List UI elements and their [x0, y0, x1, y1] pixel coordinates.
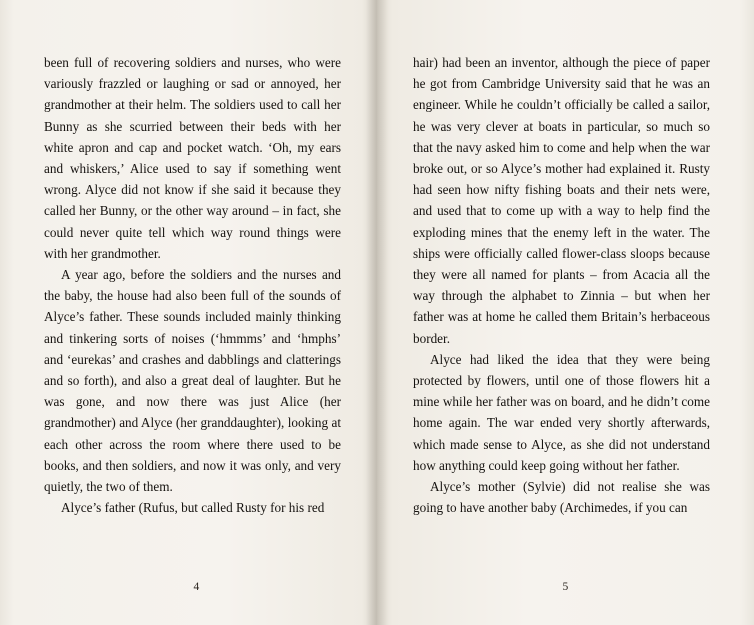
paragraph: Alyce’s father (Rufus, but called Rusty for his red	[61, 500, 325, 516]
paragraph: been full of recovering soldiers and nurses, who were variously frazzled or laughing or sad or annoyed, her grandmother at their helm. The soldiers used to call her Bunny as she scurried between their beds with her white apron and cap and pocket watch. ‘Oh, my ears and whiskers,’ Alice used to say if something went wrong. Alyce did not know if she said it because they called her Bunny, or the other way around – in fact, she could never quite tell which way round things were with her grandmother.	[44, 55, 341, 261]
paragraph: hair) had been an inventor, although the piece of paper he got from Cambridge University said that he was an engineer. While he couldn’t officially be called a sailor, he was very clever at boats in particular, so much so that the navy asked him to come and help when the war broke out, or so Alyce’s mother had explained it. Rusty had seen how nifty fishing boats and their nets were, and used that to come up with a way to help find the exploding mines that the enemy left in the water. The ships were officially called flower-class sloops because they were all named for plants – from Acacia all the way through the alphabet to Zinnia – but when her father was at home he called them Britain’s herbaceous border.	[413, 55, 710, 346]
paragraph: A year ago, before the soldiers and the nurses and the baby, the house had also been full of the sounds of Alyce’s father. These sounds included mainly thinking and tinkering sorts of noises (‘hmmms’ and ‘hmphs’ and ‘eurekas’ and crashes and dabblings and clatterings and so forth), and also a great deal of laughter. But he was gone, and now there was just Alice (her grandmother) and Alyce (her granddaughter), looking at each other across the room where there used to be books, and then soldiers, and now it was only, and very quietly, the two of them.	[44, 267, 341, 495]
page-number-left: 4	[193, 581, 200, 593]
right-page-body	[413, 52, 710, 518]
right-page	[377, 0, 754, 625]
left-page-body	[44, 52, 341, 518]
page-number-right: 5	[562, 581, 569, 593]
paragraph: Alyce had liked the idea that they were being protected by flowers, until one of those flowers hit a mine while her father was on board, and he didn’t come home again. The war ended very shortly afterwards, which made sense to Alyce, as she did not understand how anything could keep going without her father.	[413, 351, 710, 473]
paragraph: Alyce’s mother (Sylvie) did not realise she was going to have another baby (Archimedes, if you can	[413, 479, 710, 516]
